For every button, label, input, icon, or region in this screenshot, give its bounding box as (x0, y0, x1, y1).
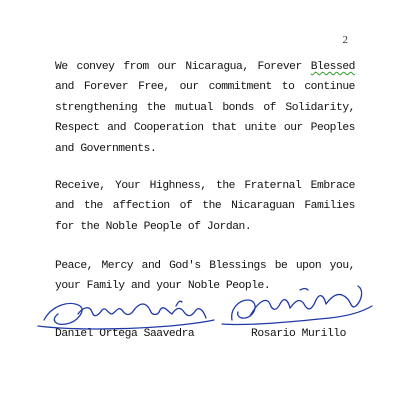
paragraph-1-line-4: Respect and Cooperation that unite our Peoples (55, 122, 355, 135)
paragraph-3 (55, 256, 355, 297)
paragraph-1-line-2: and Forever Free, our commitment to continue (55, 81, 355, 94)
signatory-name-murillo: Rosario Murillo (251, 328, 346, 340)
paragraph-1-line-5: and Governments. (55, 142, 157, 155)
paragraph-2-line-3: for the Noble People of Jordan. (55, 220, 252, 233)
paragraph-3-line-2: your Family and your Noble People. (55, 280, 271, 293)
paragraph-1-line-1: We convey from our Nicaragua, Forever Blessed (55, 61, 355, 73)
paragraph-2-line-1: Receive, Your Highness, the Fraternal Embrace (55, 180, 355, 192)
paragraph-1 (55, 57, 355, 159)
paragraph-2-line-2: and the affection of the Nicaraguan Families (55, 200, 355, 213)
signatory-name-ortega: Daniel Ortega Saavedra (55, 328, 195, 340)
paragraph-1-line-3: strengthening the mutual bonds of Solidarity, (55, 101, 355, 114)
spellcheck-mark: Blessed (310, 61, 355, 73)
page-number: 2 (342, 34, 348, 46)
paragraph-2 (55, 176, 355, 237)
signature-ortega (38, 301, 214, 329)
paragraph-3-line-1: Peace, Mercy and God's Blessings be upon you, (55, 260, 355, 272)
